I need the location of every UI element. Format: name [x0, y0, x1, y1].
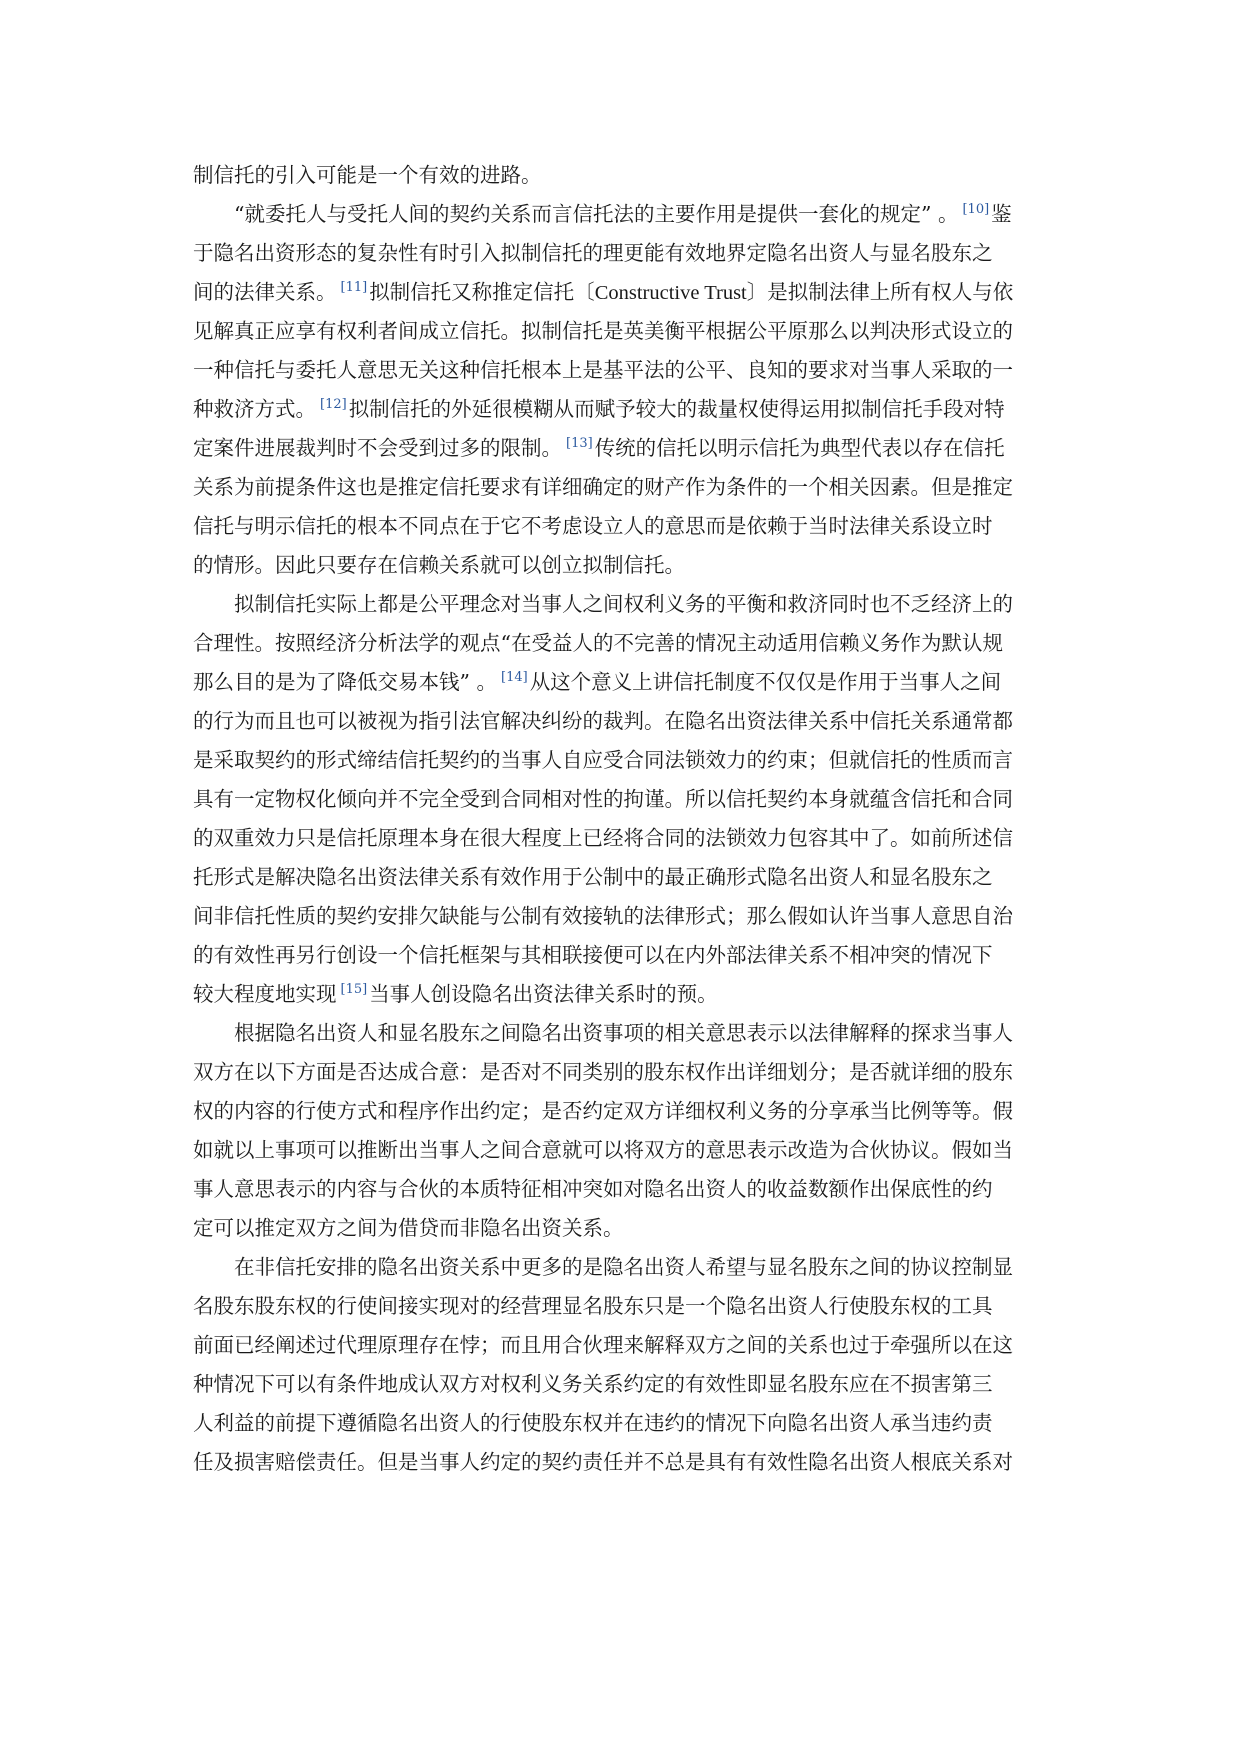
text-run: 是采取契约的形式缔结信托契约的当事人自应受合同法锁效力的约束；但就信托的性质而言: [193, 748, 1013, 772]
text-line: [193, 1443, 1055, 1482]
text-run: 那么目的是为了降低交易本钱” 。: [193, 670, 497, 694]
text-line: [193, 975, 1055, 1014]
text-run: 传统的信托以明示信托为典型代表以存在信托: [594, 436, 1005, 460]
text-run: 拟制信托又称推定信托〔: [369, 280, 595, 304]
text-line: [193, 897, 1055, 936]
text-line: [193, 858, 1055, 897]
text-run: 的有效性再另行创设一个信托框架与其相联接便可以在内外部法律关系不相冲突的情况下: [193, 943, 993, 967]
text-run: 的情形。因此只要存在信赖关系就可以创立拟制信托。: [193, 553, 685, 577]
text-run: 双方在以下方面是否达成合意：是否对不同类别的股东权作出详细划分；是否就详细的股东: [193, 1060, 1013, 1084]
text-run: “就委托人与受托人间的契约关系而言信托法的主要作用是提供一套化的规定” 。: [234, 202, 959, 226]
text-line: [193, 741, 1055, 780]
footnote-reference[interactable]: [14]: [501, 670, 528, 686]
text-run: 定案件进展裁判时不会受到过多的限制。: [193, 436, 562, 460]
text-line: [193, 1404, 1055, 1443]
text-run: 权的内容的行使方式和程序作出约定；是否约定双方详细权利义务的分享承当比例等等。假: [193, 1099, 1013, 1123]
text-run: 信托与明示信托的根本不同点在于它不考虑设立人的意思而是依赖于当时法律关系设立时: [193, 514, 993, 538]
text-line: [193, 1092, 1055, 1131]
text-line: [193, 663, 1055, 702]
text-line: [193, 1287, 1055, 1326]
footnote-reference[interactable]: [10]: [962, 202, 990, 218]
footnote-reference[interactable]: [13]: [566, 436, 593, 452]
text-line: [193, 507, 1055, 546]
text-run: 当事人创设隐名出资法律关系时的预。: [369, 982, 718, 1006]
text-line: [193, 429, 1055, 468]
text-line: [193, 273, 1055, 312]
text-line: [193, 1248, 1055, 1287]
text-run: 的双重效力只是信托原理本身在很大程度上已经将合同的法锁效力包容其中了。如前所述信: [193, 826, 1013, 850]
text-line: [193, 1170, 1055, 1209]
text-run: 根据隐名出资人和显名股东之间隐名出资事项的相关意思表示以法律解释的探求当事人: [234, 1021, 1013, 1045]
text-line: [193, 351, 1055, 390]
footnote-reference[interactable]: [11]: [340, 280, 368, 296]
text-run: 如就以上事项可以推断出当事人之间合意就可以将双方的意思表示改造为合伙协议。假如当: [193, 1138, 1013, 1162]
text-run: 合理性。按照经济分析法学的观点“在受益人的不完善的情况主动适用信赖义务作为默认规: [193, 631, 1003, 655]
text-run: 事人意思表示的内容与合伙的本质特征相冲突如对隐名出资人的收益数额作出保底性的约: [193, 1177, 993, 1201]
text-run: 种情况下可以有条件地成认双方对权利义务关系约定的有效性即显名股东应在不损害第三: [193, 1372, 993, 1396]
text-line: [193, 546, 1055, 585]
text-run: 〕是拟制法律上所有权人与依: [746, 280, 1014, 304]
text-line: [193, 624, 1055, 663]
text-run: 于隐名出资形态的复杂性有时引入拟制信托的理更能有效地界定隐名出资人与显名股东之: [193, 241, 993, 265]
text-run: 关系为前提条件这也是推定信托要求有详细确定的财产作为条件的一个相关因素。但是推定: [193, 475, 1013, 499]
text-line: [193, 1209, 1055, 1248]
text-run: 间非信托性质的契约安排欠缺能与公制有效接轨的法律形式；那么假如认许当事人意思自治: [193, 904, 1013, 928]
paragraph: [193, 1014, 1055, 1248]
text-run: Constructive Trust: [594, 282, 747, 304]
text-run: 具有一定物权化倾向并不完全受到合同相对性的拘谨。所以信托契约本身就蕴含信托和合同: [193, 787, 1013, 811]
text-line: [193, 1131, 1055, 1170]
text-run: 的行为而且也可以被视为指引法官解决纠纷的裁判。在隐名出资法律关系中信托关系通常都: [193, 709, 1013, 733]
paragraph: [193, 156, 1055, 195]
text-run: 名股东股东权的行使间接实现对的经营理显名股东只是一个隐名出资人行使股东权的工具: [193, 1294, 993, 1318]
text-line: [193, 1326, 1055, 1365]
text-run: 间的法律关系。: [193, 280, 337, 304]
text-run: 前面已经阐述过代理原理存在悖；而且用合伙理来解释双方之间的关系也过于牵强所以在这: [193, 1333, 1013, 1357]
text-line: [193, 585, 1055, 624]
text-run: 从这个意义上讲信托制度不仅仅是作用于当事人之间: [529, 670, 1002, 694]
text-line: [193, 195, 1055, 234]
text-line: [193, 936, 1055, 975]
text-run: 鉴: [991, 202, 1012, 226]
footnote-reference[interactable]: [15]: [340, 982, 368, 998]
text-line: [193, 1053, 1055, 1092]
text-run: 拟制信托的外延很模糊从而赋予较大的裁量权使得运用拟制信托手段对特: [348, 397, 1005, 421]
footnote-reference[interactable]: [12]: [320, 397, 347, 413]
text-line: [193, 234, 1055, 273]
text-line: [193, 702, 1055, 741]
text-run: 较大程度地实现: [193, 982, 337, 1006]
text-line: [193, 312, 1055, 351]
text-line: [193, 1014, 1055, 1053]
text-line: [193, 156, 1055, 195]
text-run: 见解真正应享有权利者间成立信托。拟制信托是英美衡平根据公平原那么以判决形式设立的: [193, 319, 1013, 343]
paragraph: [193, 195, 1055, 585]
text-line: [193, 819, 1055, 858]
text-run: 定可以推定双方之间为借贷而非隐名出资关系。: [193, 1216, 624, 1240]
text-run: 人利益的前提下遵循隐名出资人的行使股东权并在违约的情况下向隐名出资人承当违约责: [193, 1411, 993, 1435]
text-run: 种救济方式。: [193, 397, 316, 421]
paragraph: [193, 585, 1055, 1014]
text-line: [193, 390, 1055, 429]
text-run: 托形式是解决隐名出资法律关系有效作用于公制中的最正确形式隐名出资人和显名股东之: [193, 865, 993, 889]
paragraph: [193, 1248, 1055, 1482]
body-text: [193, 156, 1055, 1482]
text-line: [193, 780, 1055, 819]
text-run: 任及损害赔偿责任。但是当事人约定的契约责任并不总是具有有效性隐名出资人根底关系对: [193, 1450, 1013, 1474]
text-line: [193, 1365, 1055, 1404]
text-line: [193, 468, 1055, 507]
text-run: 一种信托与委托人意思无关这种信托根本上是基平法的公平、良知的要求对当事人采取的一: [193, 358, 1013, 382]
text-run: 在非信托安排的隐名出资关系中更多的是隐名出资人希望与显名股东之间的协议控制显: [234, 1255, 1013, 1279]
text-run: 制信托的引入可能是一个有效的进路。: [193, 163, 542, 187]
text-run: 拟制信托实际上都是公平理念对当事人之间权利义务的平衡和救济同时也不乏经济上的: [234, 592, 1013, 616]
